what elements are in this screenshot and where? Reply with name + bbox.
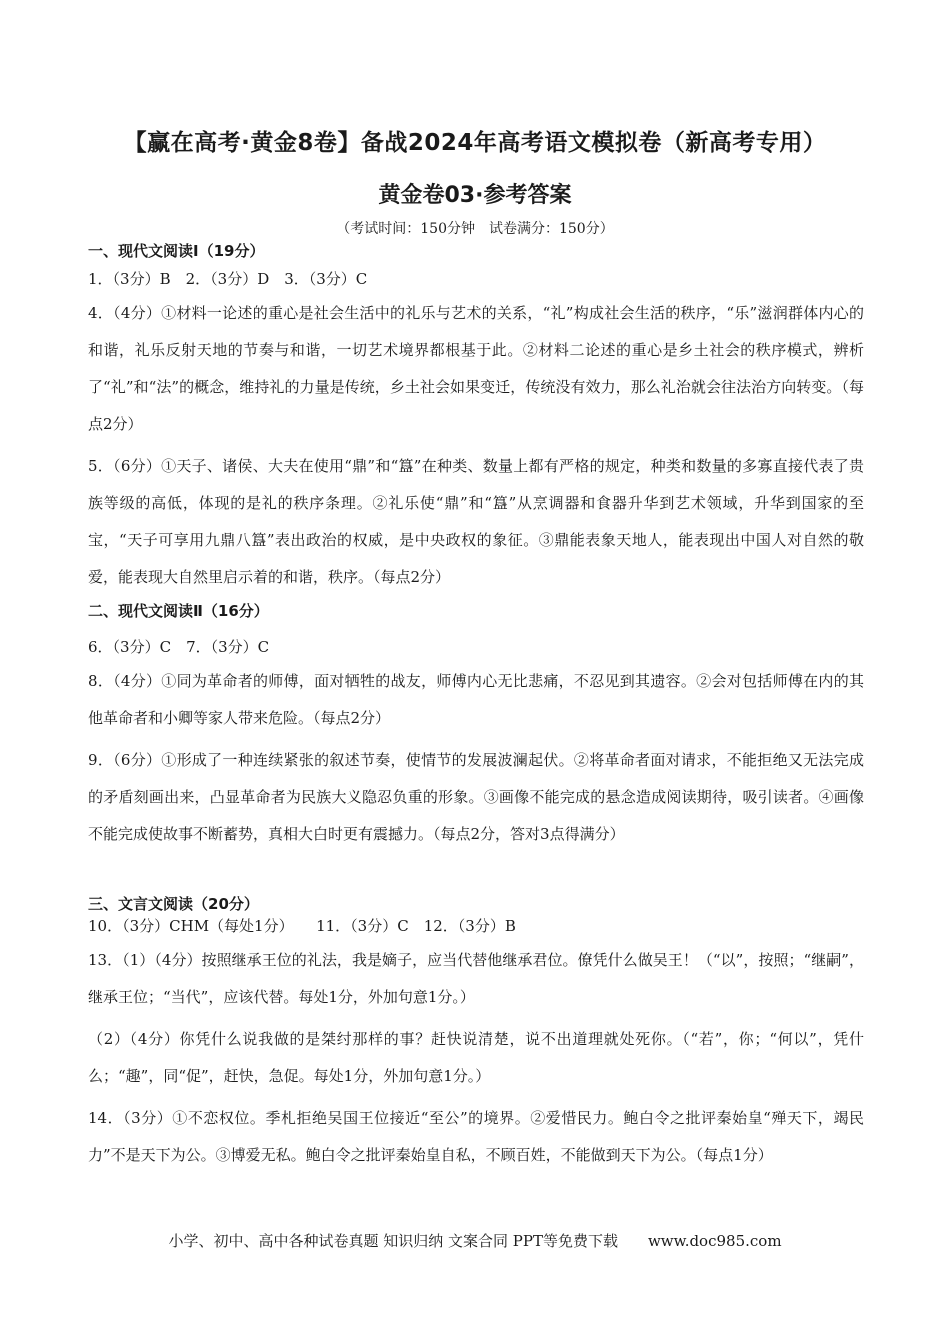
answers-6-7: 6．（3分）C 7．（3分）C	[88, 638, 270, 656]
exam-info: （考试时间：150分钟 试卷满分：150分）	[336, 221, 614, 237]
section-heading-1: 一、现代文阅读Ⅰ（19分）	[88, 242, 265, 260]
section-heading-2: 二、现代文阅读Ⅱ（16分）	[88, 602, 269, 620]
answers-1-3: 1．（3分）B 2．（3分）D 3．（3分）C	[88, 270, 368, 288]
answer-14: 14．（3分）①不恋权位。季札拒绝吴国王位接近“至公”的境界。②爱惜民力。鲍白令之批评秦始皇“殚天下，竭民力”不是天下为公。③博爱无私。鲍白令之批评秦始皇自私，不顾百姓，不能做到天下为公。（每点1分）	[88, 1109, 864, 1164]
footer-text: 小学、初中、高中各种试卷真题 知识归纳 文案合同 PPT等免费下载 www.doc985.com	[168, 1232, 782, 1250]
answer-13-1: 13．（1）（4分）按照继承王位的礼法，我是嫡子，应当代替他继承君位。僚凭什么做吴王！（“以”，按照；“继嗣”，继承王位；“当代”，应该代替。每处1分，外加句意1分。）	[88, 951, 864, 1006]
section-heading-3: 三、文言文阅读（20分）	[88, 895, 259, 913]
page-title: 【赢在高考·黄金8卷】备战2024年高考语文模拟卷（新高考专用）	[123, 130, 827, 156]
answer-5: 5．（6分）①天子、诸侯、大夫在使用“鼎”和“簋”在种类、数量上都有严格的规定，种类和数量的多寡直接代表了贵族等级的高低，体现的是礼的秩序条理。②礼乐使“鼎”和“簋”从烹调器和食器升华到艺术领域，升华到国家的至宝，“天子可享用九鼎八簋”表出政治的权威，是中央政权的象征。③鼎能表象天地人，能表现出中国人对自然的敬爱，能表现大自然里启示着的和谐，秩序。（每点2分）	[88, 457, 864, 586]
answer-content	[88, 240, 864, 1174]
answer-9: 9．（6分）①形成了一种连续紧张的叙述节奏，使情节的发展波澜起伏。②将革命者面对请求，不能拒绝又无法完成的矛盾刻画出来，凸显革命者为民族大义隐忍负重的形象。③画像不能完成的悬念造成阅读期待，吸引读者。④画像不能完成使故事不断蓄势，真相大白时更有震撼力。（每点2分，答对3点得满分）	[88, 751, 864, 843]
answer-13-2: （2）（4分）你凭什么说我做的是桀纣那样的事？赶快说清楚，说不出道理就处死你。（“若”，你；“何以”，凭什么；“趣”，同“促”，赶快，急促。每处1分，外加句意1分。）	[88, 1030, 864, 1085]
answer-8: 8．（4分）①同为革命者的师傅，面对牺牲的战友，师傅内心无比悲痛，不忍见到其遗容。②会对包括师傅在内的其他革命者和小卿等家人带来危险。（每点2分）	[88, 672, 864, 727]
page-subtitle: 黄金卷03·参考答案	[378, 183, 572, 208]
answer-4: 4．（4分）①材料一论述的重心是社会生活中的礼乐与艺术的关系，“礼”构成社会生活的秩序，“乐”滋润群体内心的和谐，礼乐反射天地的节奏与和谐，一切艺术境界都根基于此。②材料二论述的重心是乡土社会的秩序模式，辨析了“礼”和“法”的概念，维持礼的力量是传统，乡土社会如果变迁，传统没有效力，那么礼治就会往法治方向转变。（每点2分）	[88, 304, 864, 433]
answers-10-12: 10．（3分）CHM（每处1分） 11．（3分）C 12．（3分）B	[88, 917, 516, 935]
